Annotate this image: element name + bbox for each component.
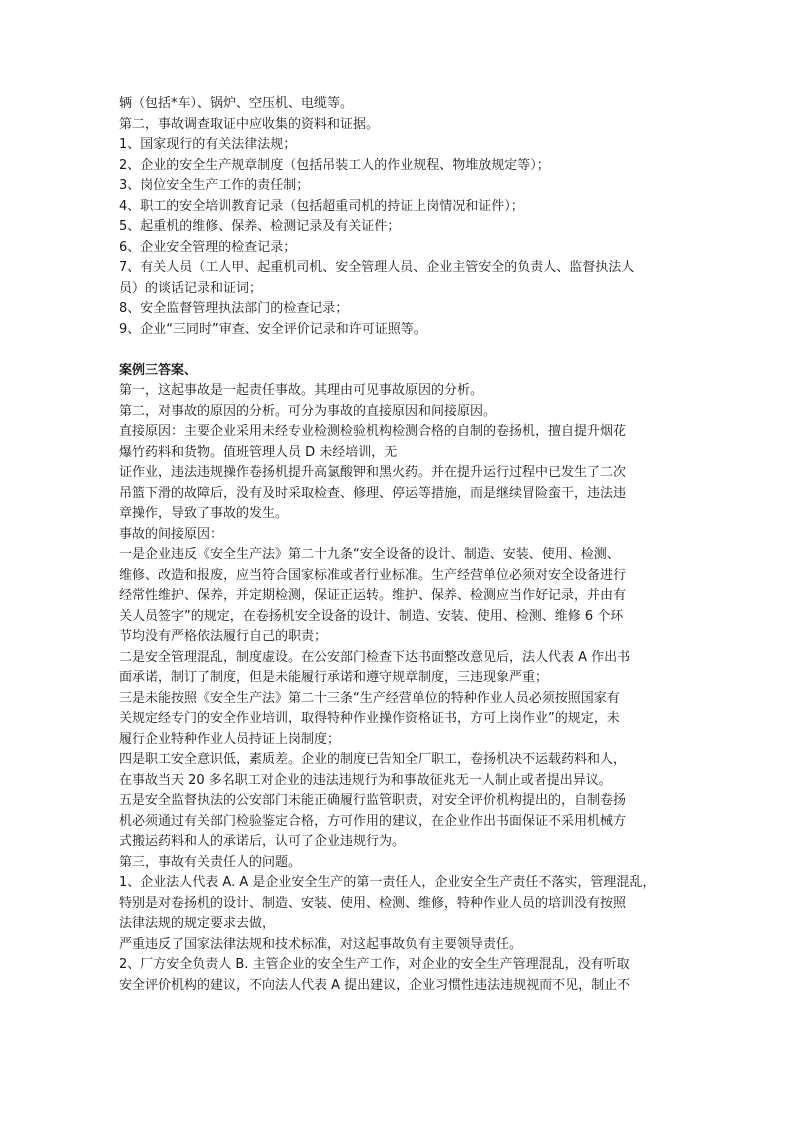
text-line: 节均没有严格依法履行自己的职责； [119,629,328,644]
text-line: 关规定经专门的安全作业培训，取得特种作业操作资格证书，方可上岗作业”的规定，未 [119,711,620,726]
text-line: 6、企业安全管理的检查记录； [119,239,297,255]
text-line: 1、企业法人代表 A. A 是企业安全生产的第一责任人，企业安全生产责任不落实，管理混乱， [119,875,656,890]
text-line: 第二，对事故的原因的分析。可分为事故的直接原因和间接原因。 [119,403,497,419]
text-line: 维修、改造和报废，应当符合国家标准或者行业标准。生产经营单位必须对安全设备进行 [119,567,627,583]
text-line: 4、职工的安全培训教育记录（包括超重司机的持证上岗情况和证件）； [119,198,524,214]
text-line: 安全评价机构的建议，不向法人代表 A 提出建议，企业习惯性违法违规视而不见，制止不 [119,977,631,993]
text-line: 特别是对卷扬机的设计、制造、安装、使用、检测、维修，特种作业人员的培训没有按照 [119,895,627,911]
text-line: 五是安全监督执法的公安部门未能正确履行监管职责，对安全评价机构提出的，自制卷扬 [119,793,627,808]
section-heading: 案例三答案、 [119,362,198,378]
text-line: 1、国家现行的有关法律法规； [119,137,297,152]
text-line: 二是安全管理混乱，制度虚设。在公安部门检查下达书面整改意见后，法人代表 A 作出书 [119,649,631,665]
blank-line [119,340,679,361]
text-line: 2、企业的安全生产规章制度（包括吊装工人的作业规程、物堆放规定等）； [119,157,550,173]
text-line: 事故的间接原因： [119,526,224,542]
text-line: 吊篮下滑的故障后，没有及时采取检查、修理、停运等措施，而是继续冒险蛮干，违法违 [119,485,627,501]
evidence-section [119,94,679,340]
text-line: 履行企业特种作业人员持证上岗制度； [119,731,341,747]
text-line: 四是职工安全意识低，素质差。企业的制度已告知全厂职工，卷扬机决不运载药料和人， [119,752,627,767]
text-line: 3、岗位安全生产工作的责任制； [119,178,310,193]
text-line: 2、厂方安全负责人 B. 主管企业的安全生产工作，对企业的安全生产管理混乱，没有听取 [119,957,630,972]
text-line: 9、企业“三同时”审查、安全评价记录和许可证照等。 [119,321,427,337]
text-line: 5、起重机的维修、保养、检测记录及有关证件； [119,219,401,234]
text-line: 严重违反了国家法律法规和技术标准，对这起事故负有主要领导责任。 [119,936,523,952]
text-line: 章操作，导致了事故的发生。 [119,506,289,521]
text-line: 8、安全监督管理执法部门的检查记录； [119,301,349,316]
text-line: 爆竹药料和货物。值班管理人员 D 未经培训，无 [119,444,398,460]
text-line: 关人员签字”的规定，在卷扬机安全设备的设计、制造、安装、使用、检测、维修 6 个环 [119,608,624,624]
text-line: 法律法规的规定要求去做， [119,916,276,931]
text-line: 在事故当天 20 多名职工对企业的违法违规行为和事故征兆无一人制止或者提出异议。 [119,772,612,788]
text-line: 式搬运药料和人的承诺后，认可了企业违规行为。 [119,834,406,849]
text-line: 三是未能按照《安全生产法》第二十三条“生产经营单位的特种作业人员必须按照国家有 [119,690,620,706]
text-line: 经常性维护、保养，并定期检测，保证正运转。维护、保养、检测应当作好记录，并由有 [119,588,627,603]
text-line: 7、有关人员（工人甲、起重机司机、安全管理人员、企业主管安全的负责人、监督执法人 [119,260,635,275]
text-line: 证作业，违法违规操作卷扬机提升高氯酸钾和黑火药。并在提升运行过程中已发生了二次 [119,465,627,480]
text-line: 机必须通过有关部门检验鉴定合格，方可作用的建议，在企业作出书面保证不采用机械方 [119,813,627,829]
text-line: 直接原因：主要企业采用未经专业检测检验机构检测合格的自制的卷扬机，擅自提升烟花 [119,424,627,439]
text-line: 第一，这起事故是一起责任事故。其理由可见事故原因的分析。 [119,383,484,398]
text-line: 一是企业违反《安全生产法》第二十九条“安全设备的设计、制造、安装、使用、检测、 [119,547,620,562]
text-line: 面承诺，制订了制度，但是未能履行承诺和遵守规章制度，三违现象严重； [119,670,549,685]
text-line: 第三，事故有关责任人的问题。 [119,854,302,870]
text-line: 辆（包括*车）、锅炉、空压机、电缆等。 [119,96,354,111]
case-three-answer-section [119,340,679,996]
text-line: 员）的谈话记录和证词； [119,280,263,296]
text-line: 第二，事故调查取证中应收集的资料和证据。 [119,116,380,132]
